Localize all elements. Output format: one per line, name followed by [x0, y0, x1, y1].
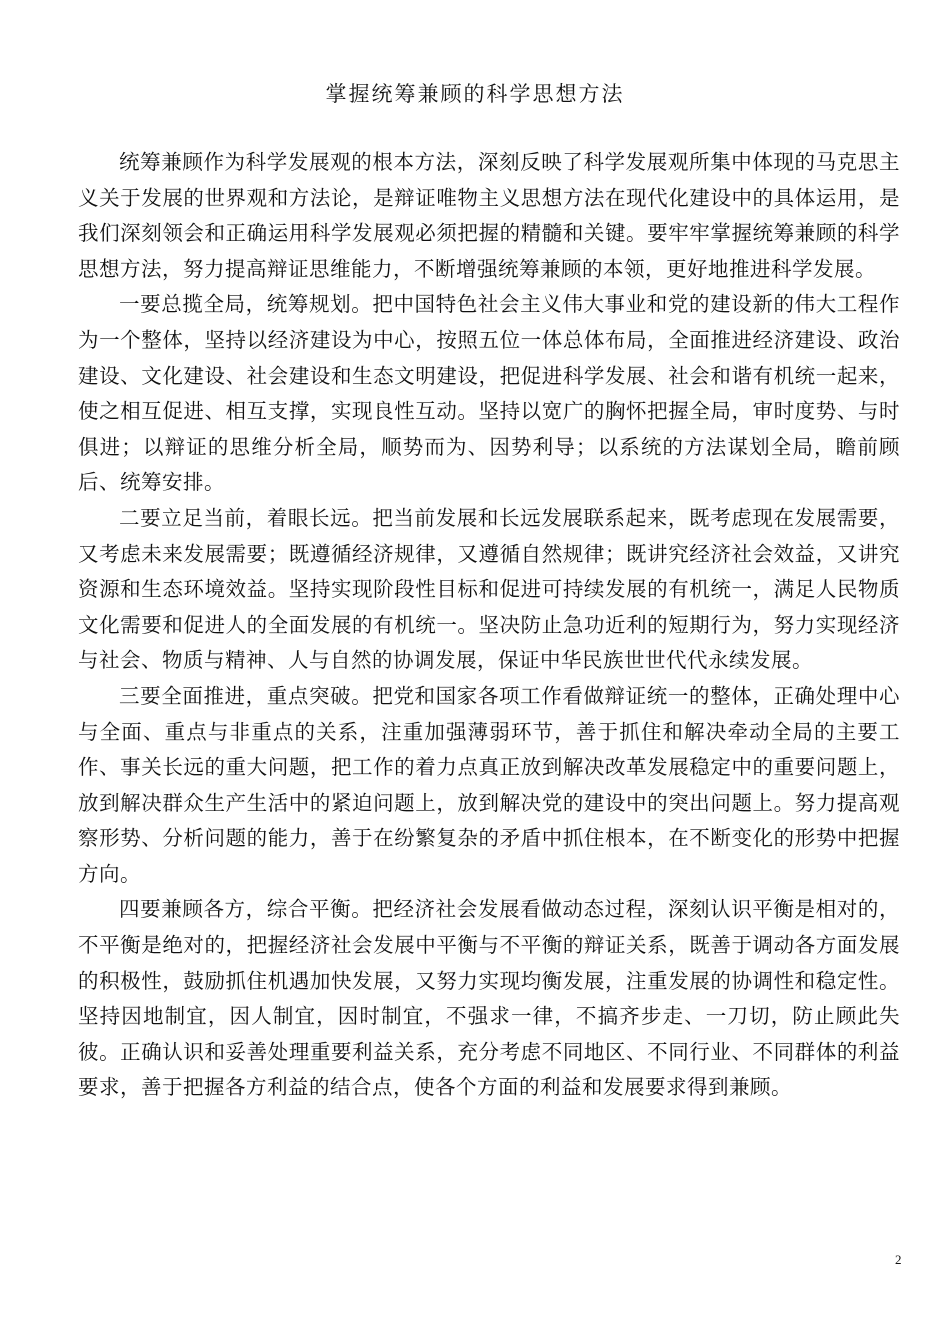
paragraph-comprehensive-balance: 四要兼顾各方，综合平衡。把经济社会发展看做动态过程，深刻认识平衡是相对的，不平衡是绝对的，把握经济社会发展中平衡与不平衡的辩证关系，既善于调动各方面发展的积极性，鼓励抓住机遇加快发展，又努力实现均衡发展，注重发展的协调性和稳定性。坚持因地制宜，因人制宜，因时制宜，不强求一律，不搞齐步走、一刀切，防止顾此失彼。正确认识和妥善处理重要利益关系，充分考虑不同地区、不同行业、不同群体的利益要求，善于把握各方利益的结合点，使各个方面的利益和发展要求得到兼顾。: [78, 897, 900, 1100]
paragraph-key-breakthroughs: 三要全面推进，重点突破。把党和国家各项工作看做辩证统一的整体，正确处理中心与全面、重点与非重点的关系，注重加强薄弱环节，善于抓住和解决牵动全局的主要工作、事关长远的重大问题，把工作的着力点真正放到解决改革发展稳定中的重要问题上，放到解决群众生产生活中的紧迫问题上，放到解决党的建设中的突出问题上。努力提高观察形势、分析问题的能力，善于在纷繁复杂的矛盾中抓住根本，在不断变化的形势中把握方向。: [78, 683, 900, 886]
page-number: 2: [895, 1252, 902, 1267]
document-title: 掌握统筹兼顾的科学思想方法: [325, 82, 625, 106]
intro-paragraph: 统筹兼顾作为科学发展观的根本方法，深刻反映了科学发展观所集中体现的马克思主义关于发展的世界观和方法论，是辩证唯物主义思想方法在现代化建设中的具体运用，是我们深刻领会和正确运用科学发展观必须把握的精髓和关键。要牢牢掌握统筹兼顾的科学思想方法，努力提高辩证思维能力，不断增强统筹兼顾的本领，更好地推进科学发展。: [78, 150, 900, 281]
document-body: [78, 145, 900, 1106]
paragraph-overall-planning: 一要总揽全局，统筹规划。把中国特色社会主义伟大事业和党的建设新的伟大工程作为一个整体，坚持以经济建设为中心，按照五位一体总体布局，全面推进经济建设、政治建设、文化建设、社会建设和生态文明建设，把促进科学发展、社会和谐有机统一起来，使之相互促进、相互支撑，实现良性互动。坚持以宽广的胸怀把握全局，审时度势、与时俱进；以辩证的思维分析全局，顺势而为、因势利导；以系统的方法谋划全局，瞻前顾后、统筹安排。: [78, 292, 900, 495]
paragraph-present-and-long-term: 二要立足当前，着眼长远。把当前发展和长远发展联系起来，既考虑现在发展需要，又考虑未来发展需要；既遵循经济规律，又遵循自然规律；既讲究经济社会效益，又讲究资源和生态环境效益。坚持实现阶段性目标和促进可持续发展的有机统一，满足人民物质文化需要和促进人的全面发展的有机统一。坚决防止急功近利的短期行为，努力实现经济与社会、物质与精神、人与自然的协调发展，保证中华民族世世代代永续发展。: [78, 505, 900, 673]
